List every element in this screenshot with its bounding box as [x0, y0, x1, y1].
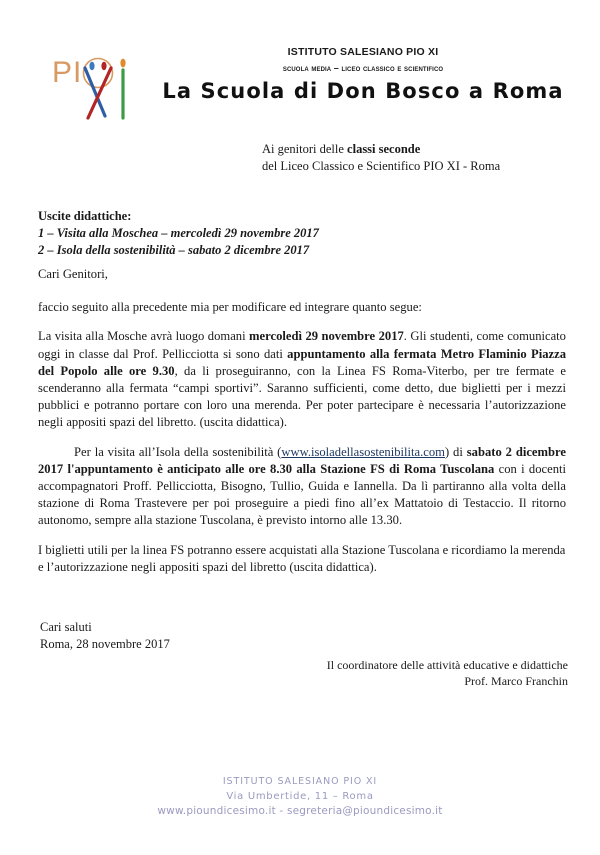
p1-text-b: . Gli studenti, come comunicato oggi in classe dal Prof. Pellicciotta si sono dati: [38, 329, 566, 361]
body-paragraph-3: I biglietti utili per la linea FS potranno essere acquistati alla Stazione Tuscolana e ricordiamo la merenda e l’autorizzazione negli appositi spazi del libretto (uscita didattica).: [38, 542, 566, 574]
addressee-line-2: del Liceo Classico e Scientifico PIO XI - Roma: [262, 159, 501, 173]
signature-name: Prof. Marco Franchin: [464, 674, 568, 688]
institute-name: ISTITUTO SALESIANO PIO XI: [287, 46, 439, 58]
p2-bold-appointment: sabato 2 dicembre 2017 l'appuntamento è anticipato alle ore 8.30 alla Stazione FS di Roma Tuscolana: [38, 444, 566, 476]
p2-text-c: con i docenti accompagnatori Proff. Pellicciotta, Bisogno, Tullio, Guida e Iannella. Da lì partiranno alla volta della stazione di Roma Trastevere per poi proseguire a piedi fino all’ex Mattatoio di Testaccio. Il ritorno autonomo, sempre alla stazione Tuscolana, è previsto intorno alle 13.30.: [38, 461, 566, 528]
p2-text-a: Per la visita all’Isola della sostenibilità (: [74, 444, 282, 459]
subject-heading: Uscite didattiche:: [38, 209, 132, 223]
subject-item-1: 1 – Visita alla Moschea – mercoledì 29 novembre 2017: [38, 226, 319, 240]
p2-text-b: ) di: [444, 444, 467, 459]
subject-item-2: 2 – Isola della sostenibilità – sabato 2 dicembre 2017: [38, 243, 310, 257]
body-paragraph-intro: faccio seguito alla precedente mia per modificare ed integrare quanto segue:: [38, 300, 422, 315]
addressee-prefix: Ai genitori delle: [262, 142, 348, 156]
addressee-block: [262, 141, 500, 175]
p1-text-c: , da li proseguiranno, con la Linea FS Roma-Viterbo, per tre fermate e scenderanno alla fermata “campi sportivi”. Saranno sufficienti, come detto, due biglietti per i mezzi pubblici e potranno portare con loro una merenda. Per poter partecipare è necessaria l’autorizzazione negli appositi spazi del libretto. (uscita didattica).: [38, 363, 567, 430]
svg-text:PI: PI: [52, 56, 83, 89]
sostenibilita-website-link[interactable]: www.isoladellasostenibilita.com: [281, 444, 445, 459]
signature-block: [327, 657, 568, 689]
body-greeting: Cari Genitori,: [38, 267, 108, 281]
closing-place-date: Roma, 28 novembre 2017: [40, 637, 170, 651]
letter-body: [38, 266, 566, 588]
school-motto: La Scuola di Don Bosco a Roma: [162, 79, 564, 103]
p1-bold-date: mercoledì 29 novembre 2017: [249, 329, 404, 344]
letterhead-header: [0, 0, 600, 122]
pio-xi-logo-icon: [52, 52, 144, 130]
closing-block: [40, 619, 170, 653]
header-text-block: [150, 46, 576, 104]
closing-greeting: Cari saluti: [40, 620, 92, 634]
footer-contacts[interactable]: www.pioundicesimo.it - segreteria@pioundicesimo.it: [157, 805, 443, 817]
body-paragraph-2: [38, 444, 566, 530]
school-types: scuola media – liceo classico e scientifico: [282, 63, 444, 73]
page-footer: [0, 774, 600, 819]
signature-role: Il coordinatore delle attività educative e didattiche: [326, 658, 568, 672]
body-paragraph-1: [38, 328, 566, 431]
footer-address: Via Umbertide, 11 – Roma: [226, 791, 374, 802]
p1-bold-meetpoint: appuntamento alla fermata Metro Flaminio Piazza del Popolo alle ore 9.30: [38, 346, 567, 378]
footer-institute: ISTITUTO SALESIANO PIO XI: [222, 776, 378, 787]
addressee-class: classi seconde: [347, 142, 421, 156]
addressee-line-1: [262, 141, 500, 158]
p1-text-a: La visita alla Mosche avrà luogo domani: [38, 329, 250, 344]
subject-block: [38, 208, 319, 259]
